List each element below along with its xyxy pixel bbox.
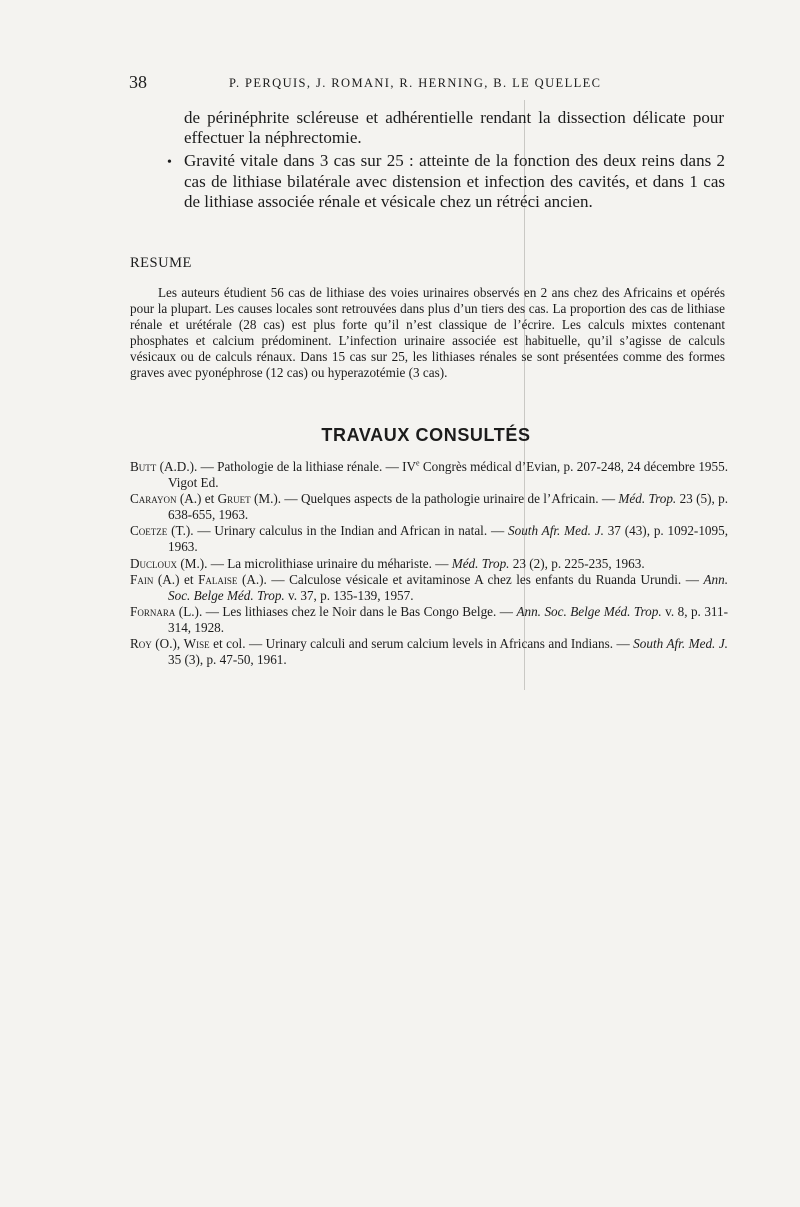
running-head: P. PERQUIS, J. ROMANI, R. HERNING, B. LE QUELLEC bbox=[229, 76, 602, 90]
bullet-item bbox=[160, 151, 725, 213]
continuation-paragraph: de périnéphrite scléreuse et adhérentielle rendant la dissection délicate pour effectuer la néphrectomie. bbox=[184, 108, 724, 147]
ref-text: (M.). — Quelques aspects de la pathologie urinaire de l’Africain. — bbox=[250, 491, 619, 507]
reference-item bbox=[130, 636, 728, 668]
ref-author: Gruet bbox=[217, 491, 251, 507]
ref-journal: Ann. Soc. Belge Méd. Trop. bbox=[168, 571, 728, 603]
ref-author: Ducloux bbox=[130, 555, 178, 571]
bullet-icon: • bbox=[167, 155, 172, 170]
bullet-text: Gravité vitale dans 3 cas sur 25 : atteinte de la fonction des deux reins dans 2 cas de lithiase bilatérale avec distension et infection des cavités, et dans 1 cas de lithiase associée rénale et vésicale chez un rétréci ancien. bbox=[184, 151, 725, 211]
ref-author: Falaise bbox=[198, 571, 238, 587]
ref-author: Butt bbox=[130, 459, 157, 474]
reference-item bbox=[130, 572, 728, 604]
ref-text: 35 (3), p. 47-50, 1961. bbox=[168, 652, 287, 668]
resume-paragraph: Les auteurs étudient 56 cas de lithiase des voies urinaires observés en 2 ans chez des Africains et opérés pour la plupart. Les causes locales sont retrouvées dans plus d’un tiers des cas. La proportion des cas de lithiase rénale et urétérale (28 cas) est plus forte qu’il n’est classique de l’écrire. Les calculs mixtes contenant phosphates et calcium prédominent. L’infection urinaire associée est habituelle, qu’il s’agisse de calculs vésicaux ou de calculs rénaux. Dans 15 cas sur 25, les lithiases rénales se sont présentées comme des formes graves avec pyonéphrose (12 cas) ou hyperazotémie (3 cas). bbox=[130, 285, 725, 380]
reference-item bbox=[130, 523, 728, 555]
ref-text: (L.). — Les lithiases chez le Noir dans le Bas Congo Belge. — bbox=[175, 603, 517, 619]
ref-text: (A.) et bbox=[153, 571, 199, 587]
ref-text: v. 8, p. 311-314, 1928. bbox=[168, 603, 729, 635]
ref-author: Roy bbox=[130, 636, 152, 652]
ref-text: et col. — Urinary calculi and serum calcium levels in Africans and Indians. — bbox=[209, 636, 634, 652]
ref-author: Fain bbox=[130, 571, 154, 587]
ref-text: (A.D.). — Pathologie de la lithiase rénale. — IV bbox=[156, 459, 417, 474]
page-header bbox=[129, 72, 729, 94]
ref-text: 37 (43), p. 1092-1095, 1963. bbox=[168, 523, 728, 555]
references-list bbox=[130, 459, 728, 668]
ref-text: Congrès médical d’Evian, p. 207-248, 24 décembre 1955. Vigot Ed. bbox=[168, 459, 728, 491]
ref-text: (T.). — Urinary calculus in the Indian and African in natal. — bbox=[167, 523, 508, 539]
reference-item bbox=[130, 556, 728, 572]
ref-journal: Méd. Trop. bbox=[618, 491, 677, 507]
resume-heading: RESUME bbox=[130, 255, 192, 271]
ref-author: Wise bbox=[183, 636, 210, 652]
ref-text: (M.). — La microlithiase urinaire du méhariste. — bbox=[177, 555, 452, 571]
ref-journal: Méd. Trop. bbox=[451, 555, 510, 571]
ref-text: 23 (5), p. 638-655, 1963. bbox=[168, 491, 728, 523]
ref-author: Fornara bbox=[130, 603, 176, 619]
ref-author: Coetze bbox=[130, 523, 168, 539]
ref-text: (A.). — Calculose vésicale et avitaminose A chez les enfants du Ruanda Urundi. — bbox=[237, 571, 704, 587]
references-title: TRAVAUX CONSULTÉS bbox=[321, 425, 531, 445]
ref-journal: South Afr. Med. J. bbox=[633, 636, 728, 652]
page-number: 38 bbox=[129, 72, 147, 92]
ref-text: 23 (2), p. 225-235, 1963. bbox=[509, 555, 645, 571]
reference-item bbox=[130, 459, 728, 491]
reference-item bbox=[130, 604, 728, 636]
ref-text: (A.) et bbox=[176, 491, 218, 507]
ref-author: Carayon bbox=[130, 491, 177, 507]
ref-journal: Ann. Soc. Belge Méd. Trop. bbox=[516, 603, 662, 619]
ref-text: (O.), bbox=[151, 636, 184, 652]
ref-text: v. 37, p. 135-139, 1957. bbox=[284, 587, 414, 603]
ref-journal: South Afr. Med. J. bbox=[508, 523, 604, 539]
reference-item bbox=[130, 491, 728, 523]
ref-superscript: e bbox=[416, 458, 420, 468]
